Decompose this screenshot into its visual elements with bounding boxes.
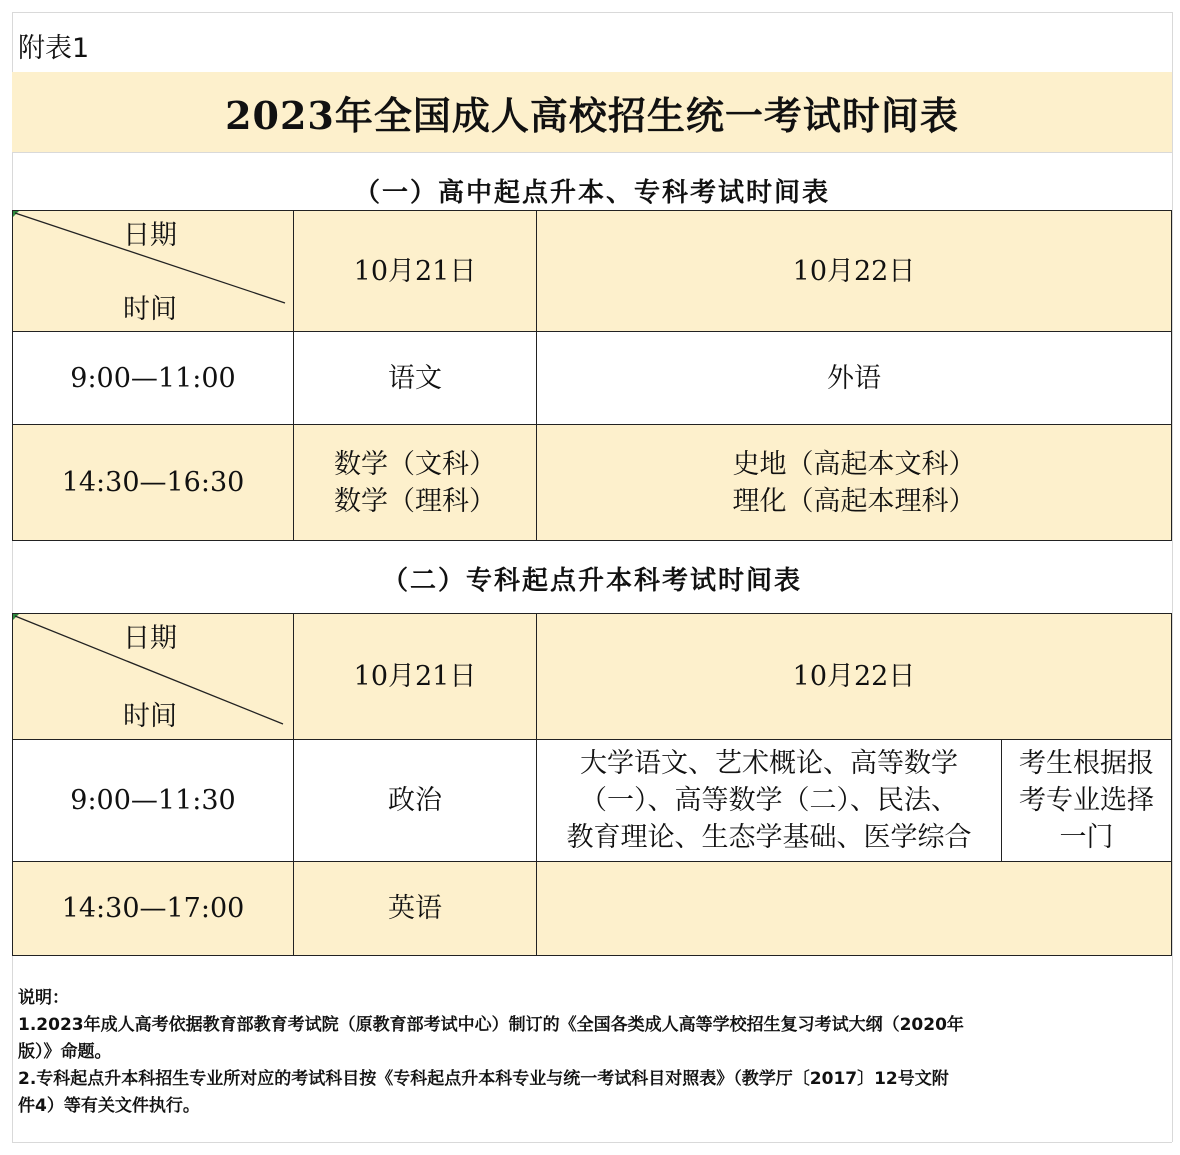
schedule-table-2	[12, 613, 1172, 956]
subject-cell[interactable]	[537, 740, 1002, 862]
subject-cell[interactable]: 英语	[294, 862, 537, 956]
header-row	[13, 614, 1172, 740]
day2-header[interactable]: 10月22日	[537, 211, 1172, 332]
corner-header-cell[interactable]	[13, 614, 294, 740]
gridline	[12, 1142, 1172, 1143]
time-cell[interactable]: 14:30—16:30	[13, 425, 294, 541]
note-line: 件4）等有关文件执行。	[18, 1096, 200, 1116]
corner-header-cell[interactable]	[13, 211, 294, 332]
subject-cell[interactable]: 政治	[294, 740, 537, 862]
appendix-label: 附表1	[18, 33, 90, 64]
note-line: 2.专科起点升本科招生专业所对应的考试科目按《专科起点升本科专业与统一考试科目对照表》（教学厅〔2017〕12号文附	[18, 1069, 949, 1089]
subject-cell[interactable]	[294, 425, 537, 541]
header-row	[13, 211, 1172, 332]
title-band	[12, 72, 1172, 152]
empty-cell[interactable]	[537, 862, 1172, 956]
section1-title: （一）高中起点升本、专科考试时间表	[353, 178, 830, 208]
schedule-table-1	[12, 210, 1172, 541]
note-line: 版）》命题。	[18, 1042, 112, 1062]
subject-line: （一）、高等数学（二）、民法、	[580, 785, 958, 816]
gridline	[12, 12, 1172, 13]
subject-cell[interactable]	[537, 425, 1172, 541]
note-line: 考生根据报	[1019, 748, 1154, 779]
day2-header[interactable]: 10月22日	[537, 614, 1172, 740]
date-label: 日期	[123, 623, 177, 654]
notes	[18, 985, 1168, 1120]
subject-line: 理化（高起本理科）	[732, 485, 976, 517]
section2-title: （二）专科起点升本科考试时间表	[381, 566, 802, 596]
table-row	[13, 740, 1172, 862]
date-label: 日期	[123, 220, 177, 251]
gridline	[1172, 12, 1173, 1142]
day1-header[interactable]: 10月21日	[294, 211, 537, 332]
subject-line: 教育理论、生态学基础、医学综合	[566, 822, 972, 853]
subject-cell[interactable]: 语文	[294, 332, 537, 425]
gridline	[12, 152, 1172, 153]
time-cell[interactable]: 14:30—17:00	[13, 862, 294, 956]
table-row	[13, 862, 1172, 956]
subject-line: 大学语文、艺术概论、高等数学	[580, 748, 958, 779]
time-label: 时间	[123, 701, 177, 732]
time-label: 时间	[123, 294, 177, 325]
subject-line: 数学（理科）	[334, 485, 496, 517]
time-cell[interactable]: 9:00—11:30	[13, 740, 294, 862]
table-row	[13, 425, 1172, 541]
note-line: 1.2023年成人高考依据教育部教育考试院（原教育部考试中心）制订的《全国各类成人高等学校招生复习考试大纲（2020年	[18, 1015, 964, 1035]
page-title: 2023年全国成人高校招生统一考试时间表	[225, 92, 959, 138]
subject-line: 史地（高起本文科）	[732, 448, 976, 480]
note-line: 一门	[1059, 822, 1114, 853]
subject-cell[interactable]: 外语	[537, 332, 1172, 425]
notes-heading: 说明：	[18, 988, 69, 1008]
day1-header[interactable]: 10月21日	[294, 614, 537, 740]
time-cell[interactable]: 9:00—11:00	[13, 332, 294, 425]
note-cell[interactable]	[1002, 740, 1172, 862]
subject-line: 数学（文科）	[334, 448, 496, 480]
note-line: 考专业选择	[1019, 785, 1154, 816]
table-row	[13, 332, 1172, 425]
